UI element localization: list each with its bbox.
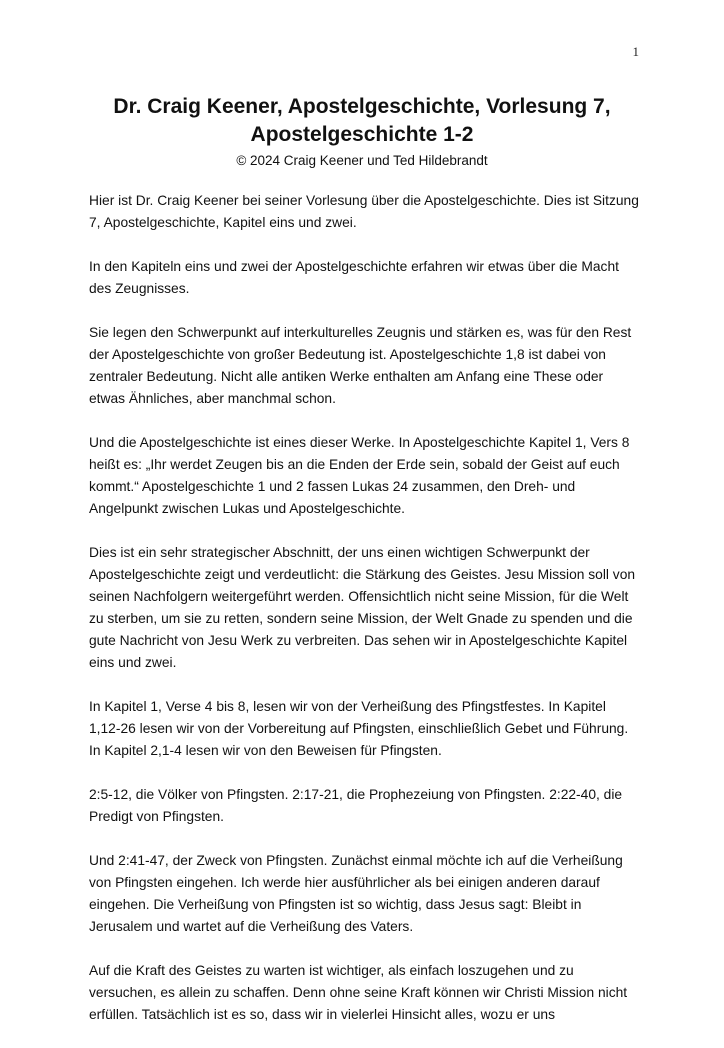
- paragraph: In den Kapiteln eins und zwei der Apostelgeschichte erfahren wir etwas über die Macht des Zeugnisses.: [89, 259, 619, 296]
- document-title: [80, 93, 644, 149]
- title-line-2: Apostelgeschichte 1-2: [250, 123, 474, 146]
- paragraph: In Kapitel 1, Verse 4 bis 8, lesen wir von der Verheißung des Pfingstfestes. In Kapitel 1,12-26 lesen wir von der Vorbereitung auf Pfingsten, einschließlich Gebet und Führung. In Kapitel 2,1-4 lesen wir von den Beweisen für Pfingsten.: [89, 699, 629, 758]
- document-body: [89, 190, 641, 1048]
- paragraph: Hier ist Dr. Craig Keener bei seiner Vorlesung über die Apostelgeschichte. Dies ist Sitzung 7, Apostelgeschichte, Kapitel eins und zwei.: [89, 193, 639, 230]
- paragraph: Auf die Kraft des Geistes zu warten ist wichtiger, als einfach loszugehen und zu versuchen, es allein zu schaffen. Denn ohne seine Kraft können wir Christi Mission nicht erfüllen. Tatsächlich ist es so, dass wir in vielerlei Hinsicht alles, wozu er uns: [89, 963, 628, 1022]
- title-line-1: Dr. Craig Keener, Apostelgeschichte, Vorlesung 7,: [113, 95, 611, 118]
- paragraph: 2:5-12, die Völker von Pfingsten. 2:17-21, die Prophezeiung von Pfingsten. 2:22-40, die Predigt von Pfingsten.: [89, 787, 623, 824]
- paragraph: Und die Apostelgeschichte ist eines dieser Werke. In Apostelgeschichte Kapitel 1, Vers 8 heißt es: „Ihr werdet Zeugen bis an die Enden der Erde sein, sobald der Geist auf euch kommt.“ Apostelgeschichte 1 und 2 fassen Lukas 24 zusammen, den Dreh- und Angelpunkt zwischen Lukas und Apostelgeschichte.: [89, 435, 630, 516]
- copyright-notice: © 2024 Craig Keener und Ted Hildebrandt: [236, 153, 488, 168]
- document-header: [80, 93, 644, 171]
- paragraph: Dies ist ein sehr strategischer Abschnitt, der uns einen wichtigen Schwerpunkt der Apostelgeschichte zeigt und verdeutlicht: die Stärkung des Geistes. Jesu Mission soll von seinen Nachfolgern weitergeführt werden. Offensichtlich nicht seine Mission, für die Welt zu sterben, um sie zu retten, sondern seine Mission, der Welt Gnade zu spenden und die gute Nachricht von Jesu Werk zu verbreiten. Das sehen wir in Apostelgeschichte Kapitel eins und zwei.: [89, 545, 636, 670]
- paragraph: Sie legen den Schwerpunkt auf interkulturelles Zeugnis und stärken es, was für den Rest der Apostelgeschichte von großer Bedeutung ist. Apostelgeschichte 1,8 ist dabei von zentraler Bedeutung. Nicht alle antiken Werke enthalten am Anfang eine These oder etwas Ähnliches, aber manchmal schon.: [89, 325, 632, 406]
- paragraph: Und 2:41-47, der Zweck von Pfingsten. Zunächst einmal möchte ich auf die Verheißung von Pfingsten eingehen. Ich werde hier ausführlicher als bei einigen anderen darauf eingehen. Die Verheißung von Pfingsten ist so wichtig, dass Jesus sagt: Bleibt in Jerusalem und wartet auf die Verheißung des Vaters.: [89, 853, 623, 934]
- page-number: 1: [632, 44, 639, 59]
